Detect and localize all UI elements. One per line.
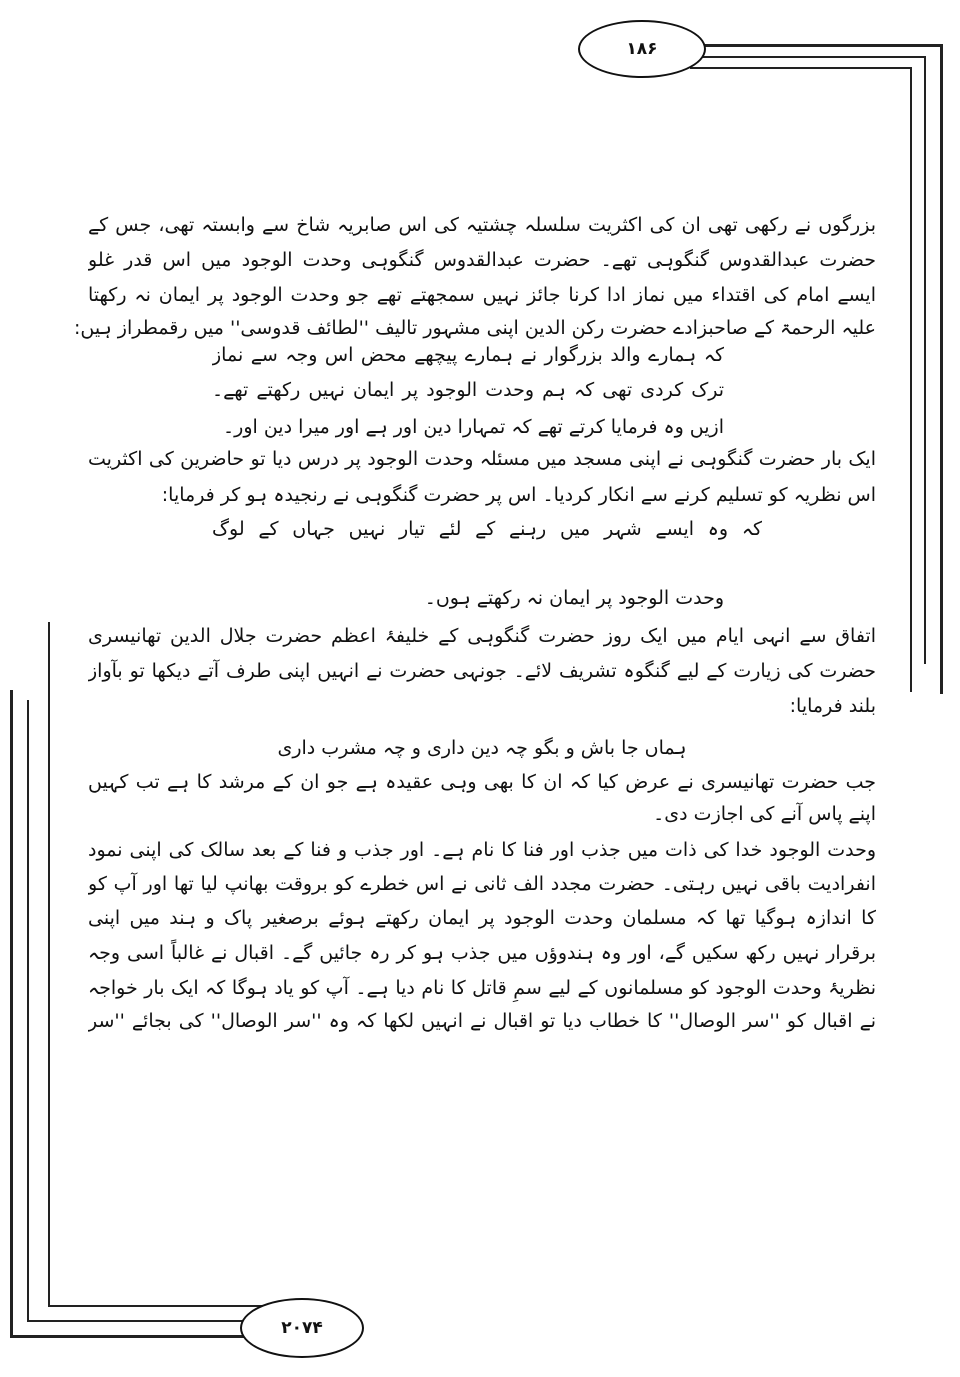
text-line: وحدت الوجود خدا کی ذات میں جذب اور فنا کا نام ہے۔ اور جذب و فنا کے بعد سالک کی اپنی نمود [88,839,876,861]
frame-line [10,1335,260,1338]
frame-line [690,67,912,69]
text-line: برقرار نہیں رکھ سکیں گے، اور وہ ہندوؤں میں جذب ہو کر رہ جائیں گے۔ اقبال نے غالباً اسی وجہ [88,942,876,964]
frame-line [940,44,943,694]
text-line: نظریۂ وحدت الوجود کو مسلمانوں کے لیے سمِ قاتل کا نام دیا ہے۔ آپ کو یاد ہوگا کہ ایک بار خواجہ [88,977,876,999]
quote-line: وحدت الوجود پر ایمان نہ رکھتے ہوں۔ [424,587,724,609]
text-line: اس نظریہ کو تسلیم کرنے سے انکار کردیا۔ اس پر حضرت گنگوہی نے رنجیدہ ہو کر فرمایا: [161,484,876,506]
quote-line: کہ وہ ایسے شہر میں رہنے کے لئے تیار نہیں جہاں کے لوگ [212,518,762,540]
text-line: اتفاق سے انہی ایام میں ایک روز حضرت گنگوہی کے خلیفۂ اعظم حضرت جلال الدین تھانیسری [88,625,876,647]
footer-page-number: ۲۰۷۴ [240,1298,364,1358]
quote-line: ازیں وہ فرمایا کرتے تھے کہ تمہارا دین اور ہے اور میرا دین اور۔ [223,416,724,438]
text-line: حضرت عبدالقدوس گنگوہی تھے۔ حضرت عبدالقدوس گنگوہی وحدت الوجود میں اس قدر غلو [88,249,876,271]
text-line: بلند فرمایا: [789,695,876,717]
frame-line [27,700,29,1322]
frame-line [910,67,912,692]
text-line: کا اندازہ ہوگیا تھا کہ مسلمان وحدت الوجود پر ایمان رکھتے ہوئے برصغیر پاک و ہند میں اپنی [88,907,876,929]
verse-line: ہماں جا باش و بگو چہ دین داری و چہ مشرب داری [277,737,687,759]
frame-line [48,622,50,1307]
text-line: ایک بار حضرت گنگوہی نے اپنی مسجد میں مسئلہ وحدت الوجود پر درس دیا تو حاضرین کی اکثریت [88,448,876,470]
text-line: اپنے پاس آنے کی اجازت دی۔ [653,803,876,825]
quote-line: ترک کردی تھی کہ ہم وحدت الوجود پر ایمان نہیں رکھتے تھے۔ [212,379,724,401]
header-page-number: ۱۸۶ [578,20,706,78]
text-line: انفرادیت باقی نہیں رہتی۔ حضرت مجدد الف ثانی نے اس خطرے کو بروقت بھانپ لیا تھا اور آپ کو [88,873,876,895]
frame-line [48,1305,263,1307]
frame-line [690,44,942,47]
text-line: بزرگوں نے رکھی تھی ان کی اکثریت سلسلہ چشتیہ کی اس صابریہ شاخ سے وابستہ تھی، جس کے [88,214,876,236]
quote-line: کہ ہمارے والد بزرگوار نے ہمارے پیچھے محض اس وجہ سے نماز [212,344,724,366]
text-line: ایسے امام کی اقتداء میں نماز ادا کرنا جائز نہیں سمجھتے تھے جو وحدت الوجود پر ایمان نہ رکھتا [88,284,876,306]
text-line: حضرت کی زیارت کے لیے گنگوہ تشریف لائے۔ جونہی حضرت نے انہیں اپنی طرف آتے دیکھا تو بآواز [88,660,876,682]
frame-line [10,690,13,1338]
text-line: جب حضرت تھانیسری نے عرض کیا کہ ان کا بھی وہی عقیدہ ہے جو ان کے مرشد کا ہے تب کہیں [88,771,876,793]
text-line: علیہ الرحمۃ کے صاحبزادے حضرت رکن الدین اپنی مشہور تالیف ''لطائف قدوسی'' میں رقمطراز ہیں: [74,317,876,339]
frame-line [690,56,926,58]
text-line: نے اقبال کو ''سر الوصال'' کا خطاب دیا تو اقبال نے انہیں لکھا کہ وہ ''سر الوصال'' کی بجائے ''سر [88,1010,876,1032]
frame-line [27,1320,262,1322]
frame-line [924,56,926,664]
